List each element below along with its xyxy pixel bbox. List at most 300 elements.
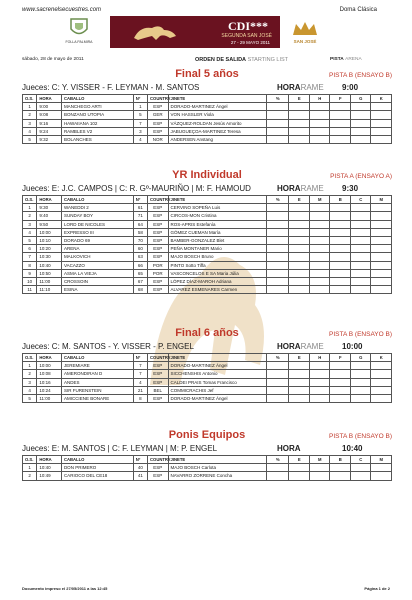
- cell-pct: [266, 286, 289, 294]
- cell-country: ESP: [148, 464, 169, 472]
- cell-score: [289, 286, 310, 294]
- cell-pct: [266, 277, 289, 285]
- table-row[interactable]: [23, 204, 392, 212]
- cell-score: [309, 370, 330, 378]
- cell-score: [371, 135, 392, 143]
- starting-list-table: [22, 353, 392, 403]
- cell-caballo: ESINA: [61, 286, 133, 294]
- col-k: K: [371, 354, 392, 362]
- arena-label: [330, 57, 362, 62]
- col-b: B: [330, 196, 351, 204]
- cell-country: ESP: [148, 253, 169, 261]
- hora-text: HORA: [277, 83, 301, 92]
- cell-score: [330, 394, 351, 402]
- cell-jinete: GÓMEZ CUEMAN María: [168, 228, 266, 236]
- table-row[interactable]: [23, 253, 392, 261]
- cell-score: [350, 362, 371, 370]
- cell-score: [289, 253, 310, 261]
- col-jinete: JINETE: [168, 196, 266, 204]
- table-row[interactable]: [23, 245, 392, 253]
- cell-score: [289, 378, 310, 386]
- cell-hora: 10:20: [37, 245, 62, 253]
- table-row[interactable]: [23, 127, 392, 135]
- cell-caballo: BOLANCHES: [61, 135, 133, 143]
- cell-no: 4: [133, 135, 147, 143]
- cell-jinete: CIRCOS-MON Cristina: [168, 212, 266, 220]
- cell-no: 64: [133, 220, 147, 228]
- table-row[interactable]: [23, 277, 392, 285]
- cell-country: ESP: [148, 103, 169, 111]
- cell-hora: 10:40: [37, 261, 62, 269]
- cell-no: 8: [133, 394, 147, 402]
- cell-jinete: ALVAREZ ESMENARES Carmen: [168, 286, 266, 294]
- cell-no: 41: [133, 472, 147, 480]
- cell-score: [309, 236, 330, 244]
- cell-no: 58: [133, 228, 147, 236]
- cell-score: [350, 119, 371, 127]
- cell-score: [350, 220, 371, 228]
- cell-score: [350, 212, 371, 220]
- section-title-text: Final 5 años: [175, 68, 239, 80]
- cell-os: 3: [23, 220, 37, 228]
- section-ponis-equipos: [22, 428, 392, 481]
- cell-score: [309, 362, 330, 370]
- hora-grey: RAME: [300, 342, 324, 351]
- cell-score: [371, 394, 392, 402]
- cell-country: ESP: [148, 286, 169, 294]
- cell-score: [330, 378, 351, 386]
- table-row[interactable]: [23, 212, 392, 220]
- table-row[interactable]: [23, 386, 392, 394]
- cell-score: [330, 220, 351, 228]
- cell-score: [371, 269, 392, 277]
- cell-jinete: MAJO BOSCH Carlota: [168, 464, 266, 472]
- cell-os: 4: [23, 386, 37, 394]
- cell-pct: [266, 386, 289, 394]
- cell-score: [371, 103, 392, 111]
- cell-score: [309, 286, 330, 294]
- cell-hora: 9:00: [37, 103, 62, 111]
- cell-country: ESP: [148, 245, 169, 253]
- col-country: COUNTRY: [148, 456, 169, 464]
- cell-score: [309, 135, 330, 143]
- col-no: Nº: [133, 456, 147, 464]
- cell-score: [330, 464, 351, 472]
- judges: Jueces: C: M. SANTOS - Y. VISSER - P. ENGEL: [22, 342, 194, 351]
- arena-label-main: PISTA: [330, 57, 344, 62]
- cell-score: [350, 269, 371, 277]
- cell-no: 71: [133, 212, 147, 220]
- cell-os: 9: [23, 269, 37, 277]
- cell-os: 11: [23, 286, 37, 294]
- starting-list-table: [22, 94, 392, 144]
- cell-score: [371, 261, 392, 269]
- start-time: 9:00: [342, 83, 359, 92]
- cell-jinete: LÓPEZ DÍAZ-MAROH Adriana: [168, 277, 266, 285]
- cell-score: [289, 269, 310, 277]
- cell-pct: [266, 253, 289, 261]
- cell-os: 3: [23, 378, 37, 386]
- cell-score: [309, 253, 330, 261]
- col-f: F: [330, 95, 351, 103]
- cell-score: [371, 212, 392, 220]
- col-hora: HORA: [37, 95, 62, 103]
- cell-score: [350, 103, 371, 111]
- cell-score: [289, 220, 310, 228]
- cell-score: [330, 228, 351, 236]
- cell-score: [309, 204, 330, 212]
- cell-jinete: NAVARRO ZORRENE Concha: [168, 472, 266, 480]
- cell-country: ESP: [148, 119, 169, 127]
- col-os: O.S.: [23, 354, 37, 362]
- cell-hora: 11:00: [37, 394, 62, 402]
- section-title: [22, 67, 392, 81]
- cell-score: [350, 228, 371, 236]
- cell-hora: 10:08: [37, 370, 62, 378]
- cell-hora: 9:40: [37, 212, 62, 220]
- table-row[interactable]: [23, 286, 392, 294]
- col-no: Nº: [133, 95, 147, 103]
- cell-score: [350, 277, 371, 285]
- table-row[interactable]: [23, 236, 392, 244]
- col-m: M: [309, 196, 330, 204]
- cell-pct: [266, 220, 289, 228]
- judges-row: [22, 81, 392, 94]
- header-row: [23, 196, 392, 204]
- cell-jinete: MAJO BOSCH Bruno: [168, 253, 266, 261]
- start-time: 10:00: [342, 342, 363, 351]
- cell-pct: [266, 228, 289, 236]
- cell-score: [330, 386, 351, 394]
- cell-pct: [266, 261, 289, 269]
- cell-score: [309, 212, 330, 220]
- cell-no: 68: [133, 286, 147, 294]
- right-logo-text: SAN JOSÉ: [293, 39, 317, 44]
- cell-score: [371, 111, 392, 119]
- cell-score: [371, 277, 392, 285]
- arena-label-value: ARENA: [345, 57, 362, 62]
- cell-score: [289, 261, 310, 269]
- col-e: E: [289, 354, 310, 362]
- cell-hora: 10:00: [37, 362, 62, 370]
- cell-score: [309, 261, 330, 269]
- cell-score: [350, 135, 371, 143]
- cell-country: ESP: [148, 277, 169, 285]
- cell-caballo: DORADO 69: [61, 236, 133, 244]
- cell-jinete: SICCHENSHIS Antonio: [168, 370, 266, 378]
- cell-score: [330, 212, 351, 220]
- cell-country: ESP: [148, 212, 169, 220]
- left-logo: [65, 17, 93, 47]
- cell-country: ESP: [148, 127, 169, 135]
- cell-jinete: COMMICRACHIS Jef: [168, 386, 266, 394]
- cell-caballo: AMICCIENE BONARE: [61, 394, 133, 402]
- cell-caballo: MALKOVICH: [61, 253, 133, 261]
- table-row[interactable]: [23, 378, 392, 386]
- col-os: O.S.: [23, 95, 37, 103]
- cell-country: POR: [148, 269, 169, 277]
- cell-pct: [266, 204, 289, 212]
- cell-jinete: VASCONCELOS E SA Maria Júlia: [168, 269, 266, 277]
- judges: Jueces: E: J.C. CAMPOS | C: R. Gº-MAURIÑO | M: F. HAMOUD: [22, 184, 251, 193]
- judges-row: [22, 442, 392, 455]
- cell-jinete: ANDERSEN Anstang: [168, 135, 266, 143]
- starting-list-table: [22, 195, 392, 294]
- cell-score: [330, 111, 351, 119]
- col-os: O.S.: [23, 196, 37, 204]
- cell-hora: 9:30: [37, 204, 62, 212]
- cell-country: ESP: [148, 394, 169, 402]
- cell-score: [309, 220, 330, 228]
- col-g: G: [350, 95, 371, 103]
- cell-os: 2: [23, 212, 37, 220]
- cell-caballo: SIR FURENSTEIN: [61, 386, 133, 394]
- cell-score: [289, 394, 310, 402]
- cell-score: [309, 119, 330, 127]
- cell-os: 1: [23, 103, 37, 111]
- event-date: sábado, 28 de mayo de 2011: [22, 57, 84, 62]
- table-row[interactable]: [23, 220, 392, 228]
- cell-os: 2: [23, 370, 37, 378]
- cell-caballo: BONZANO UTOPIA: [61, 111, 133, 119]
- section-title: [22, 326, 392, 340]
- table-row[interactable]: [23, 119, 392, 127]
- cell-score: [289, 277, 310, 285]
- cell-score: [289, 103, 310, 111]
- cell-score: [371, 236, 392, 244]
- cell-score: [371, 464, 392, 472]
- col-no: Nº: [133, 196, 147, 204]
- cell-country: ESP: [148, 472, 169, 480]
- cell-score: [309, 472, 330, 480]
- cell-os: 6: [23, 245, 37, 253]
- cell-pct: [266, 464, 289, 472]
- cell-no: 63: [133, 253, 147, 261]
- cell-hora: 10:00: [37, 228, 62, 236]
- cell-score: [289, 228, 310, 236]
- cell-pct: [266, 472, 289, 480]
- cell-os: 3: [23, 119, 37, 127]
- col-c: C: [350, 196, 371, 204]
- table-row[interactable]: [23, 261, 392, 269]
- cell-score: [289, 204, 310, 212]
- section-title-text: YR Individual: [172, 169, 242, 181]
- hora-label: [277, 182, 324, 195]
- cell-jinete: PINTO Sotto Tiffa: [168, 261, 266, 269]
- cell-hora: 10:50: [37, 269, 62, 277]
- cell-os: 7: [23, 253, 37, 261]
- cell-score: [330, 127, 351, 135]
- cell-hora: 9:24: [37, 127, 62, 135]
- cell-score: [350, 386, 371, 394]
- page-number: Página 1 de 2: [364, 586, 390, 591]
- cell-score: [309, 269, 330, 277]
- cell-score: [289, 370, 310, 378]
- website-url[interactable]: www.sacrenelsecuestres.com: [22, 7, 102, 13]
- table-row[interactable]: [23, 362, 392, 370]
- section-title: [22, 428, 392, 442]
- section-pista: PISTA B (ENSAYO B): [329, 72, 392, 79]
- cell-no: 21: [133, 386, 147, 394]
- col-jinete: JINETE: [168, 354, 266, 362]
- table-row[interactable]: [23, 135, 392, 143]
- cell-score: [371, 220, 392, 228]
- cell-no: 60: [133, 245, 147, 253]
- cell-country: ESP: [148, 370, 169, 378]
- cell-score: [350, 204, 371, 212]
- section-final-6-anos: [22, 326, 392, 403]
- section-yr-individual: [22, 168, 392, 294]
- cell-score: [371, 119, 392, 127]
- cell-score: [289, 135, 310, 143]
- cell-pct: [266, 119, 289, 127]
- starting-list-table: [22, 455, 392, 481]
- table-row[interactable]: [23, 472, 392, 480]
- col-hora: HORA: [37, 456, 62, 464]
- cell-os: 4: [23, 127, 37, 135]
- cell-country: ESP: [148, 220, 169, 228]
- cell-score: [289, 127, 310, 135]
- section-title-text: Final 6 años: [175, 327, 239, 339]
- cell-score: [371, 472, 392, 480]
- hora-text: HORA: [277, 444, 301, 453]
- order-title: [195, 57, 288, 63]
- cell-os: 5: [23, 135, 37, 143]
- cell-jinete: CERVINO SOPEÑA Luis: [168, 204, 266, 212]
- cell-score: [309, 394, 330, 402]
- cell-pct: [266, 378, 289, 386]
- col-b: B: [330, 456, 351, 464]
- col-caballo: CABALLO: [61, 196, 133, 204]
- col-caballo: CABALLO: [61, 95, 133, 103]
- cell-score: [330, 269, 351, 277]
- cell-caballo: ARENA: [61, 245, 133, 253]
- cell-hora: 11:00: [37, 277, 62, 285]
- table-row[interactable]: [23, 394, 392, 402]
- cell-os: 5: [23, 394, 37, 402]
- cell-caballo: LORD DE NICOLES: [61, 220, 133, 228]
- table-row[interactable]: [23, 103, 392, 111]
- cell-score: [350, 378, 371, 386]
- cell-score: [371, 204, 392, 212]
- table-row[interactable]: [23, 228, 392, 236]
- cell-caballo: AMERONDIRAN D: [61, 370, 133, 378]
- cell-jinete: DORADO-MARTINEZ Ángel: [168, 394, 266, 402]
- col-e: E: [289, 456, 310, 464]
- cell-jinete: JABUGUEÇOA-MARTINEZ Teresa: [168, 127, 266, 135]
- cell-score: [330, 370, 351, 378]
- cell-os: 1: [23, 464, 37, 472]
- cell-score: [350, 111, 371, 119]
- cell-no: 3: [133, 127, 147, 135]
- table-row[interactable]: [23, 370, 392, 378]
- cell-no: 67: [133, 277, 147, 285]
- cell-score: [289, 119, 310, 127]
- col-pct: %: [266, 456, 289, 464]
- cell-country: ESP: [148, 228, 169, 236]
- table-row[interactable]: [23, 464, 392, 472]
- cell-caballo: HAWAIIANA 102: [61, 119, 133, 127]
- cell-pct: [266, 394, 289, 402]
- cell-score: [309, 228, 330, 236]
- col-country: COUNTRY: [148, 354, 169, 362]
- order-title-sub: STARTING LIST: [247, 57, 289, 63]
- cell-score: [309, 386, 330, 394]
- col-k: K: [371, 95, 392, 103]
- hora-label: [277, 340, 324, 353]
- cell-pct: [266, 212, 289, 220]
- cell-pct: [266, 362, 289, 370]
- print-note: Documento impreso el 27/05/2011 a las 12:45: [22, 586, 108, 591]
- shield-icon: [65, 17, 93, 39]
- cell-score: [371, 362, 392, 370]
- cell-no: 66: [133, 261, 147, 269]
- col-f: F: [330, 354, 351, 362]
- cell-no: 40: [133, 464, 147, 472]
- cell-no: 7: [133, 370, 147, 378]
- cell-jinete: DORADO-MARTINEZ Ángel: [168, 103, 266, 111]
- col-hora: HORA: [37, 354, 62, 362]
- header-row: [23, 354, 392, 362]
- section-pista: PISTA B (ENSAYO B): [329, 331, 392, 338]
- cell-caballo: MANCHEGO ARTI: [61, 103, 133, 111]
- cell-pct: [266, 127, 289, 135]
- cell-os: 1: [23, 362, 37, 370]
- cell-no: 70: [133, 236, 147, 244]
- col-m2: M: [371, 196, 392, 204]
- cell-os: 10: [23, 277, 37, 285]
- cell-score: [371, 245, 392, 253]
- table-row[interactable]: [23, 111, 392, 119]
- cell-hora: 10:49: [37, 472, 62, 480]
- cell-caballo: ANDES: [61, 378, 133, 386]
- judges-row: [22, 182, 392, 195]
- cdi-subtitle: SEGUNDA SAN JOSÉ: [221, 33, 272, 39]
- cell-score: [371, 127, 392, 135]
- cell-score: [350, 394, 371, 402]
- judges: Jueces: E: M. SANTOS | C: F. LEYMAN | M: P. ENGEL: [22, 444, 218, 453]
- cell-score: [371, 286, 392, 294]
- cell-os: 8: [23, 261, 37, 269]
- col-g: G: [350, 354, 371, 362]
- cell-score: [350, 236, 371, 244]
- cell-score: [330, 277, 351, 285]
- cell-score: [309, 277, 330, 285]
- cell-no: 1: [133, 103, 147, 111]
- cell-caballo: WANEDDI 2: [61, 204, 133, 212]
- cell-hora: 9:32: [37, 135, 62, 143]
- cell-score: [309, 464, 330, 472]
- hora-label: [277, 442, 301, 455]
- start-time: 9:30: [342, 184, 359, 193]
- left-logo-text: FOLLA PALMIRA: [65, 40, 93, 44]
- cell-caballo: SUNDAY BOY: [61, 212, 133, 220]
- doma-label: Doma Clásica: [339, 7, 377, 13]
- col-c: C: [350, 456, 371, 464]
- table-row[interactable]: [23, 269, 392, 277]
- cell-hora: 10:24: [37, 386, 62, 394]
- cell-score: [350, 245, 371, 253]
- cell-score: [289, 245, 310, 253]
- section-title-text: Ponis Equipos: [168, 429, 246, 441]
- cell-pct: [266, 269, 289, 277]
- cell-score: [350, 286, 371, 294]
- crown-icon: [290, 20, 320, 38]
- hora-label: [277, 81, 324, 94]
- cdi-title: CDI***: [227, 19, 268, 33]
- header-row: [23, 456, 392, 464]
- judges-row: [22, 340, 392, 353]
